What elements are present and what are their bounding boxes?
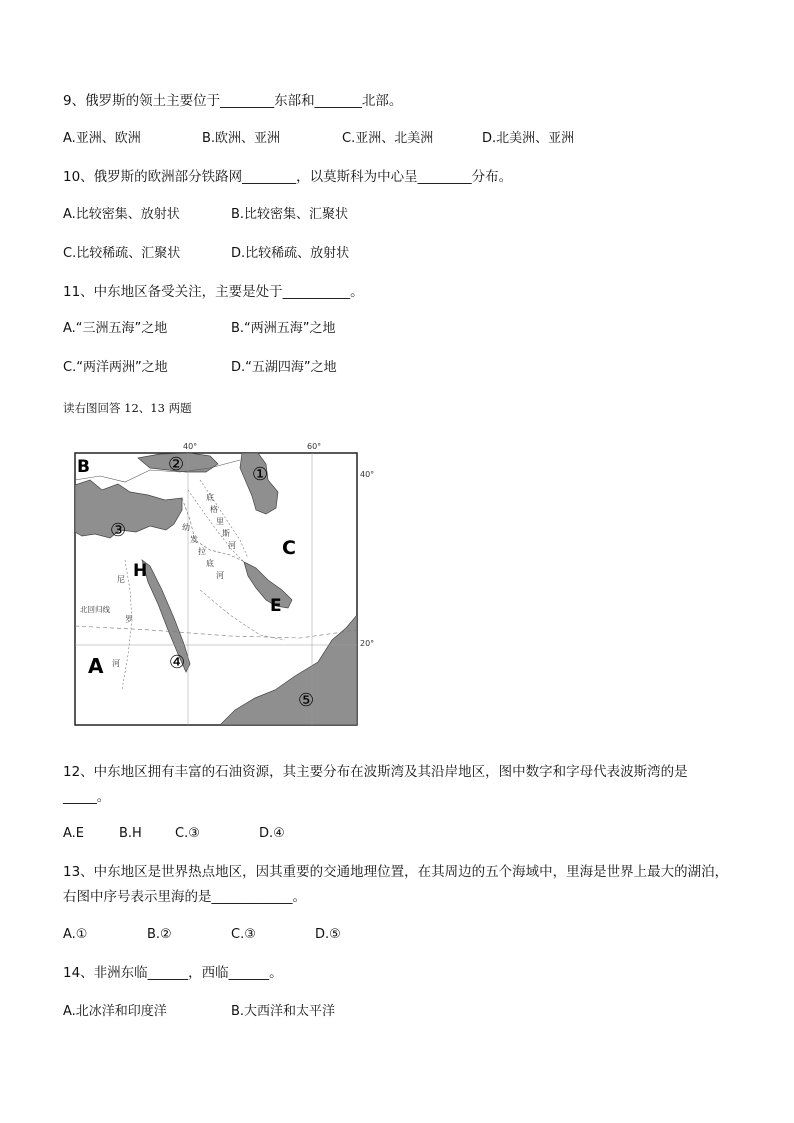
river-char-r0: 底 [206,493,214,502]
map-number-2: ② [168,454,185,475]
lat-label-40: 40° [360,470,375,479]
river-char-r4: 河 [228,541,236,550]
question-12-stem-line2: _____。 [63,789,111,805]
question-13-stem-line1: 13、中东地区是世界热点地区，因其重要的交通地理位置，在其周边的五个海域中，里海是世界上最大的湖泊， [63,864,729,880]
question-13-stem-line2: 右图中序号表示里海的是____________。 [63,889,306,905]
q13-option-a: A.① [63,927,88,942]
q11-option-b: B.“两洲五海”之地 [231,321,336,336]
question-12-stem-line1: 12、中东地区拥有丰富的石油资源，其主要分布在波斯湾及其沿岸地区，图中数字和字母代表波斯湾的是 [63,764,688,780]
question-14-stem: 14、非洲东临______，西临______。 [63,965,283,981]
q11-option-a: A.“三洲五海”之地 [63,321,168,336]
nile-char-1: 罗 [125,615,133,624]
q9-option-c: C.亚洲、北美洲 [342,131,434,146]
nile-char-2: 河 [112,659,120,668]
q11-option-d: D.“五湖四海”之地 [231,360,337,375]
river-char-r2: 里 [216,517,224,526]
map-letter-b: B [77,457,90,477]
river-char-l0: 幼 [182,523,190,532]
q10-option-d: D.比较稀疏、放射状 [231,246,350,261]
q12-option-d: D.④ [259,826,285,841]
q12-option-a: A.E [63,826,85,841]
map-number-1: ① [252,464,269,485]
map-letter-c: C [282,537,296,559]
q13-option-c: C.③ [231,927,256,942]
map-number-5: ⑤ [298,690,315,711]
q11-option-c: C.“两洋两洲”之地 [63,360,168,375]
q9-option-b: B.欧洲、亚洲 [202,131,281,146]
nile-char-0: 尼 [117,575,125,584]
river-char-l3: 底 [206,559,214,568]
q10-option-b: B.比较密集、汇聚状 [231,207,349,222]
q12-option-b: B.H [119,826,142,841]
map-letter-h: H [133,561,148,581]
river-char-r3: 斯 [222,529,230,538]
map-number-3: ③ [110,520,127,541]
q9-option-d: D.北美洲、亚洲 [482,131,575,146]
lon-label-60: 60° [307,442,322,451]
river-char-l1: 发 [190,535,198,544]
q9-option-a: A.亚洲、欧洲 [63,131,141,146]
map-caption: 读右图回答 12、13 两题 [63,401,192,415]
river-char-l4: 河 [216,571,224,580]
lat-label-20: 20° [360,639,375,648]
map-number-4: ④ [169,652,186,673]
question-10-stem: 10、俄罗斯的欧洲部分铁路网________，以莫斯科为中心呈________分布。 [63,169,513,185]
map-letter-e: E [270,596,282,616]
river-char-r1: 格 [210,505,218,514]
tropic-label: 北回归线 [80,605,110,614]
q13-option-b: B.② [147,927,172,942]
map-letter-a: A [88,654,104,678]
q13-option-d: D.⑤ [315,927,341,942]
q10-option-c: C.比较稀疏、汇聚状 [63,246,181,261]
middle-east-map [70,440,375,730]
river-char-l2: 拉 [198,547,206,556]
question-11-stem: 11、中东地区备受关注，主要是处于__________。 [63,284,364,300]
q14-option-b: B.大西洋和太平洋 [231,1004,336,1019]
q14-option-a: A.北冰洋和印度洋 [63,1004,167,1019]
q10-option-a: A.比较密集、放射状 [63,207,180,222]
q12-option-c: C.③ [175,826,200,841]
question-9-stem: 9、俄罗斯的领土主要位于________东部和_______北部。 [63,93,403,109]
lon-label-40: 40° [183,442,198,451]
